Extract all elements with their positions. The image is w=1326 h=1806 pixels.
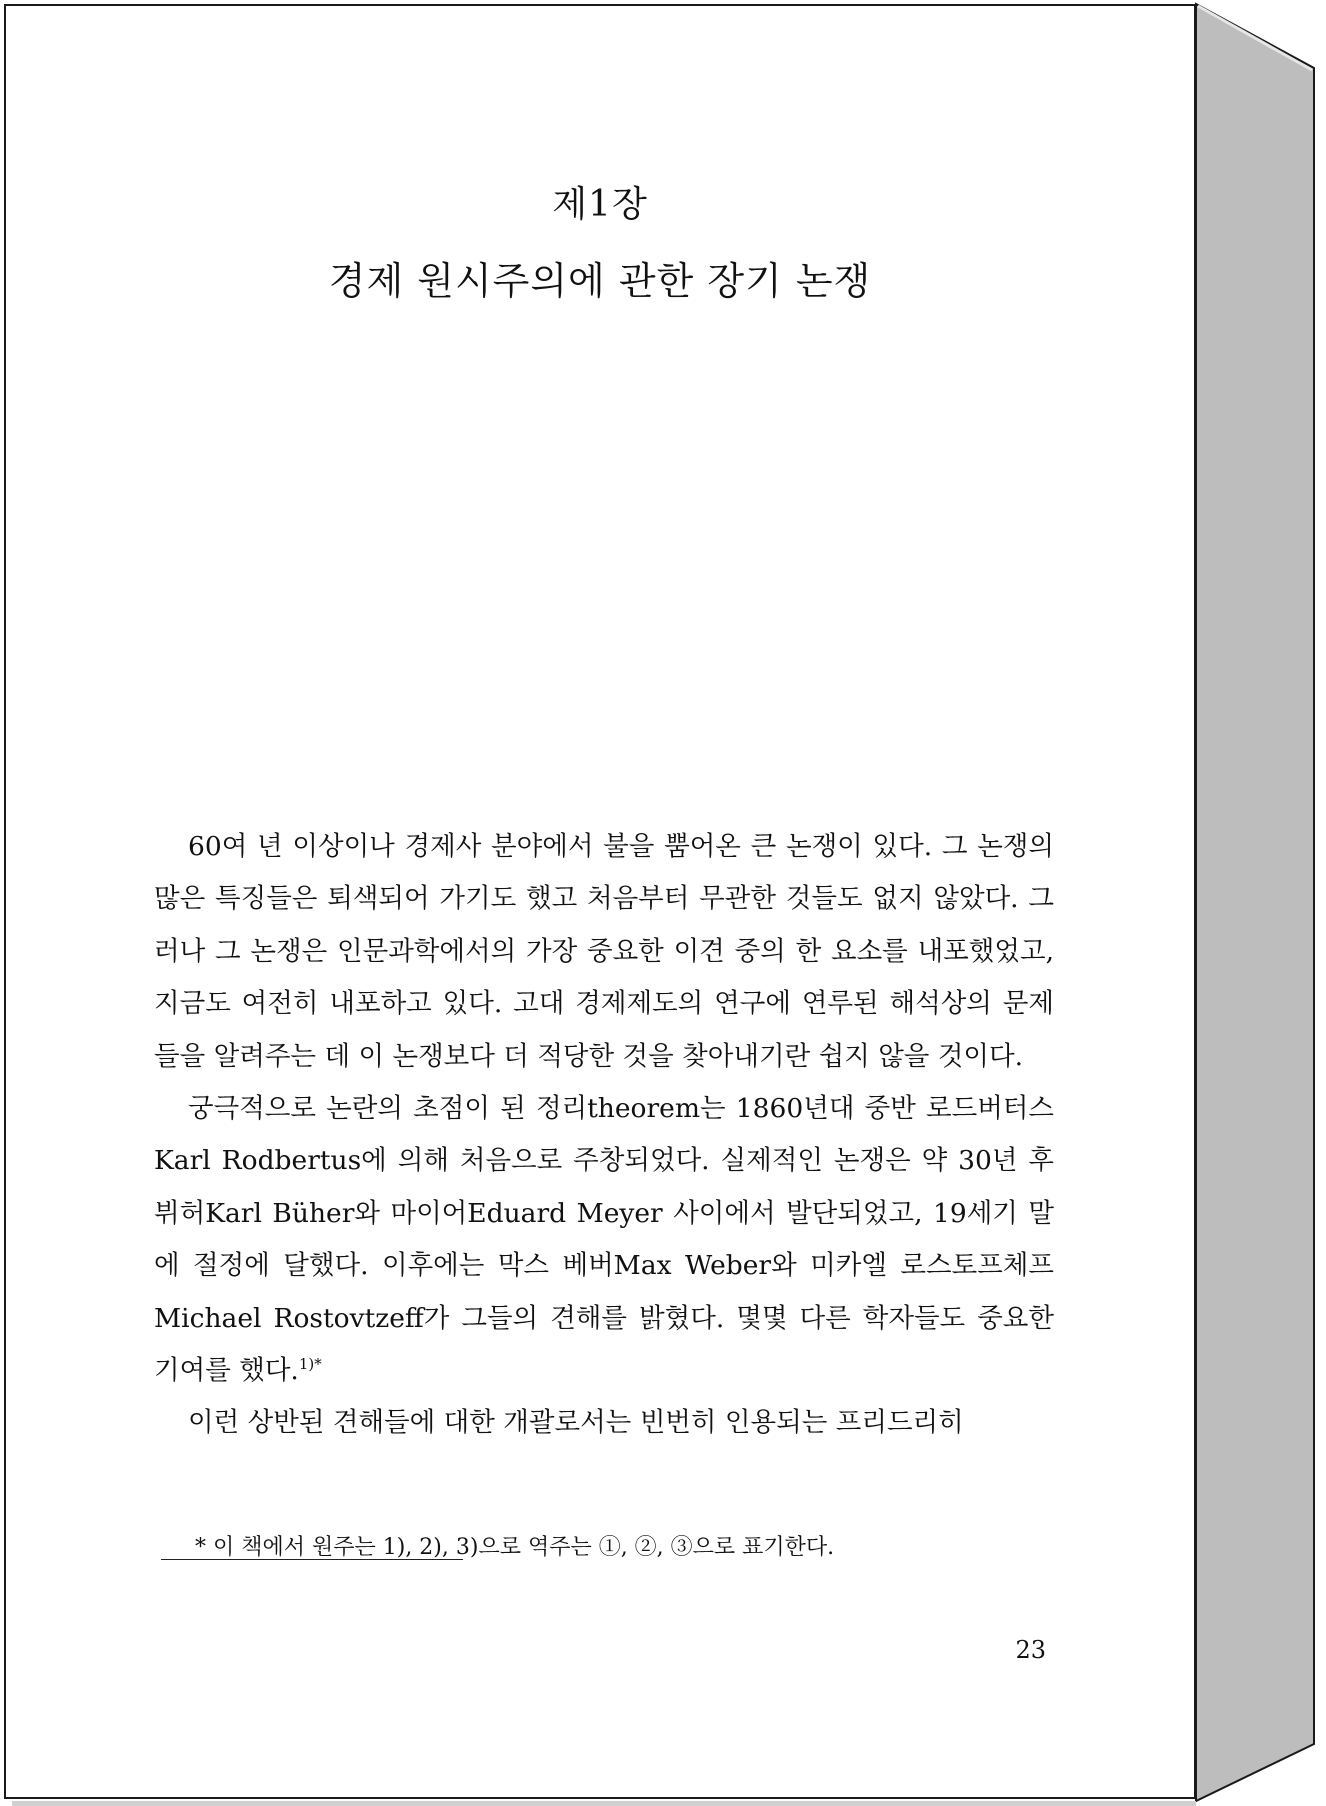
body-text (154, 821, 1054, 1450)
paragraph (154, 1397, 1054, 1449)
page-shadow (12, 1801, 1196, 1806)
book-edge-face (1196, 4, 1314, 1801)
paragraph-text: 60여 년 이상이나 경제사 분야에서 불을 뿜어온 큰 논쟁이 있다. 그 논쟁의 많은 특징들은 퇴색되어 가기도 했고 처음부터 무관한 것들도 없지 않았다. 그러나 그 논쟁은 인문과학에서의 가장 중요한 이견 중의 한 요소를 내포했었고, 지금도 여전히 내포하고 있다. 고대 경제제도의 연구에 연루된 해석상의 문제들을 알려주는 데 이 논쟁보다 더 적당한 것을 찾아내기란 쉽지 않을 것이다. (154, 831, 1054, 1072)
chapter-number: 제1장 (552, 184, 648, 225)
chapter-title: 경제 원시주의에 관한 장기 논쟁 (328, 259, 872, 303)
paragraph-text: 궁극적으로 논란의 초점이 된 정리theorem는 1860년대 중반 로드버터스Karl Rodbertus에 의해 처음으로 주창되었다. 실제적인 논쟁은 약 30년 후 뷔허Karl Büher와 마이어Eduard Meyer 사이에서 발단되었고, 19세기 말에 절정에 달했다. 이후에는 막스 베버Max Weber와 미카엘 로스토프체프Michael Rostovtzeff가 그들의 견해를 밝혔다. 몇몇 다른 학자들도 중요한 기여를 했다. (154, 1093, 1054, 1387)
paragraph (154, 1083, 1054, 1397)
paragraph (154, 821, 1054, 1083)
page-number: 23 (1015, 1636, 1046, 1664)
book-page (4, 4, 1196, 1799)
footnote-reference: 1)* (298, 1355, 322, 1374)
paragraph-text: 이런 상반된 견해들에 대한 개괄로서는 빈번히 인용되는 프리드리히 (188, 1407, 964, 1439)
footnote-text: * 이 책에서 원주는 1), 2), 3)으로 역주는 ①, ②, ③으로 표기한다. (195, 1535, 835, 1560)
footnote (195, 1530, 834, 1561)
